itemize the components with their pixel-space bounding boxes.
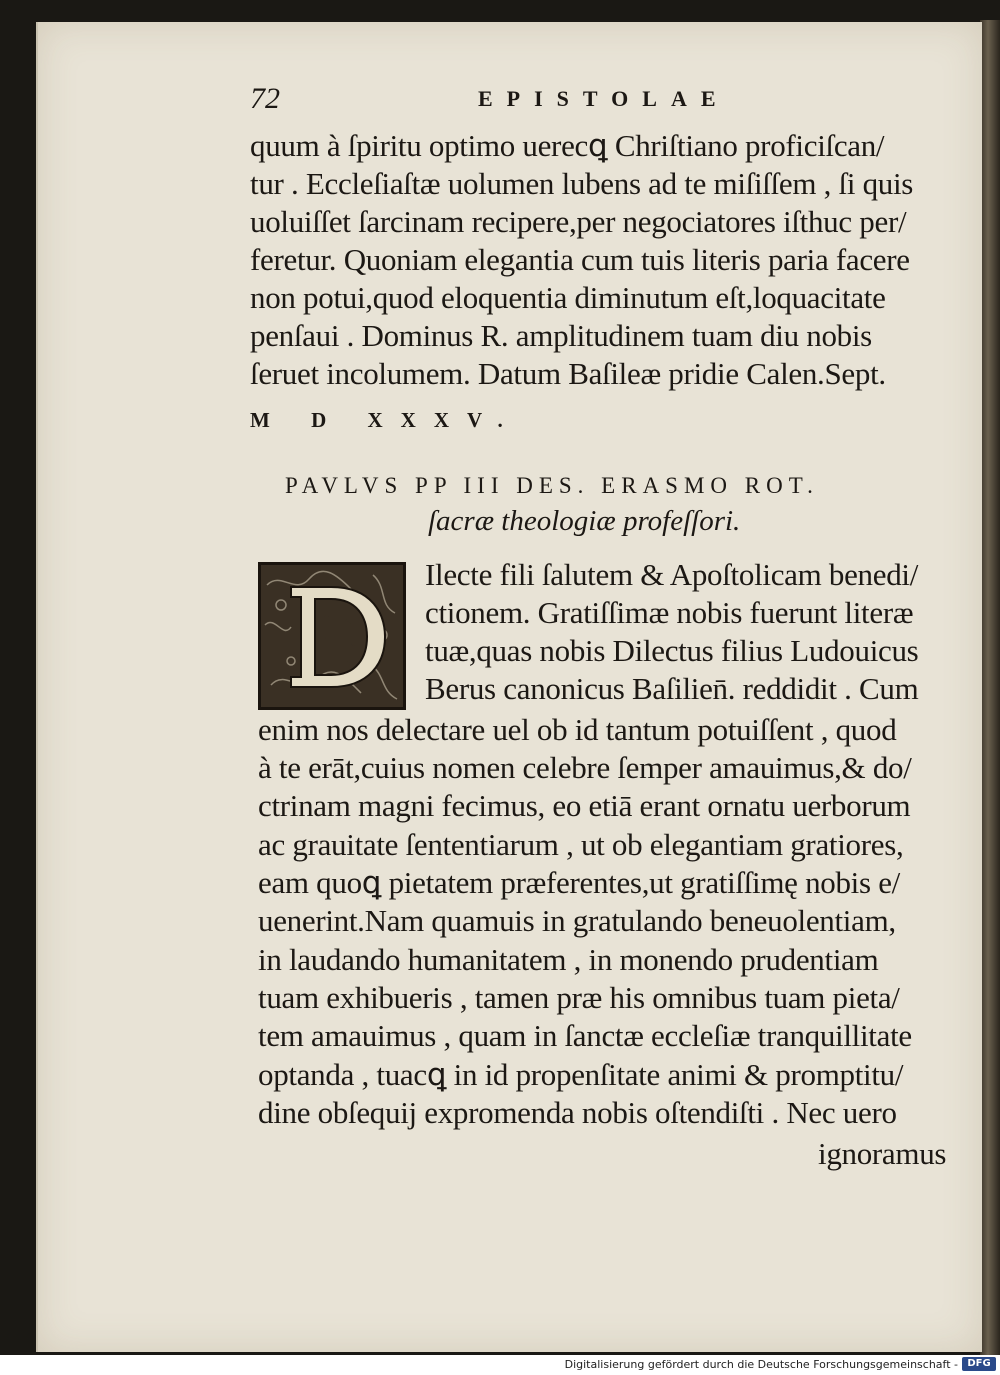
text-line: uoluiſſet ſarcinam recipere,per negociatores iſthuc per/ (250, 204, 907, 239)
text-line: tuæ,quas nobis Dilectus filius Ludouicus (425, 633, 919, 668)
book-edge (980, 20, 1000, 1355)
text-line: ſeruet incolumem. Datum Baſileæ pridie Calen.Sept. (250, 356, 886, 391)
text-line: tem amauimus , quam in ſanctæ eccleſiæ tranquillitate (258, 1018, 912, 1053)
text-line: eam quoꝗ pietatem præferentes,ut gratiſſimę nobis e/ (258, 865, 900, 900)
letter-heading: PAVLVS PP III DES. ERASMO ROT. (285, 473, 819, 498)
text-line: tuam exhibueris , tamen præ his omnibus tuam pieta/ (258, 980, 900, 1015)
text-line: ctionem. Gratiſſimæ nobis fuerunt literæ (425, 595, 914, 630)
text-line: uenerint.Nam quamuis in gratulando beneuolentiam, (258, 903, 896, 938)
dfg-logo-icon: DFG (962, 1357, 996, 1371)
text-line: ctrinam magni fecimus, eo etiā erant ornatu uerborum (258, 788, 911, 823)
catchword: ignoramus (818, 1136, 947, 1171)
running-title: EPISTOLAE (478, 86, 730, 111)
text-line: tur . Eccleſiaſtæ uolumen lubens ad te miſiſſem , ſi quis (250, 166, 914, 201)
text-line: dine obſequij expromenda nobis oſtendiſti . Nec uero (258, 1095, 897, 1130)
text-line: Berus canonicus Baſilien̄. reddidit . Cum (425, 671, 919, 706)
text-line: optanda , tuacꝗ in id propenſitate animi & promptitu/ (258, 1057, 904, 1092)
text-line: à te erāt,cuius nomen celebre ſemper amauimus,& do/ (258, 750, 912, 785)
text-line: in laudando humanitatem , in monendo prudentiam (258, 942, 879, 977)
text-line: feretur. Quoniam elegantia cum tuis literis paria facere (250, 242, 910, 277)
letter-subheading: ſacræ theologiæ profeſſori. (428, 505, 741, 537)
text-line: ac grauitate ſententiarum , ut ob elegantiam gratiores, (258, 827, 904, 862)
text-line: quum à ſpiritu optimo uerecꝗ Chriſtiano proficiſcan/ (250, 128, 885, 163)
letter-date: M D XXXV. (250, 408, 521, 432)
text-line: penſaui . Dominus R. amplitudinem tuam diu nobis (250, 318, 872, 353)
text-line: Ilecte fili ſalutem & Apoſtolicam benedi/ (425, 557, 919, 592)
page-number: 72 (250, 82, 280, 115)
text-line: non potui,quod eloquentia diminutum eſt,loquacitate (250, 280, 886, 315)
text-line: enim nos delectare uel ob id tantum potuiſſent , quod (258, 712, 897, 747)
funding-credit: Digitalisierung gefördert durch die Deutsche Forschungsgemeinschaft - (564, 1358, 958, 1371)
decorated-initial-D-icon (258, 562, 406, 710)
